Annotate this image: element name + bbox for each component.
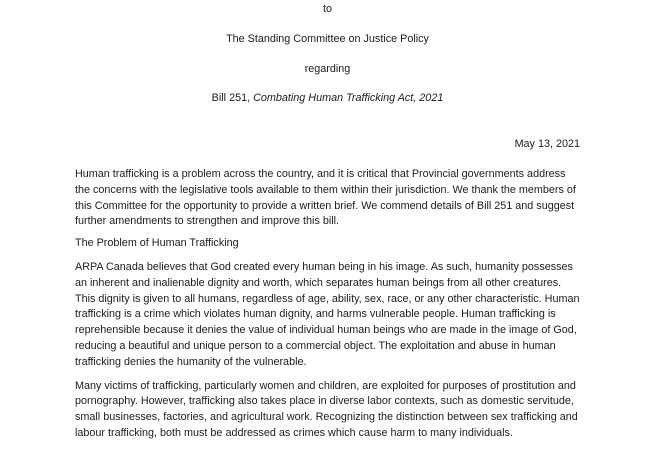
- bill-title-line: [75, 91, 580, 107]
- bill-act-title: Combating Human Trafficking Act, 2021: [253, 92, 444, 105]
- regarding-line: regarding: [304, 62, 351, 75]
- intro-paragraph: Human trafficking is a problem across the country, and it is critical that Provincial governments address the concerns with the legislative tools available to them within their jurisdiction. We thank the members of this Committee for the opportunity to provide a written brief. We commend details of Bill 251 and suggest further amendments to strengthen and improve this bill.: [75, 167, 576, 228]
- problem-paragraph-1: ARPA Canada believes that God created every human being in his image. As such, humanity possesses an inherent and inalienable dignity and worth, which separates human beings from all other creatures. This dignity is given to all humans, regardless of age, ability, sex, race, or any other characteristic. Human trafficking is a crime which violates human dignity, and harms vulnerable people. Human trafficking is reprehensible because it denies the value of individual human beings who are made in the image of God, reducing a beautiful and unique person to a commercial object. The exploitation and abuse in human trafficking denies the humanity of the vulnerable.: [75, 260, 580, 368]
- committee-name-line: The Standing Committee on Justice Policy: [226, 32, 429, 45]
- section-heading-problem-of-human-trafficking: The Problem of Human Trafficking: [75, 237, 239, 250]
- problem-paragraph-2: Many victims of trafficking, particularly women and children, are exploited for purposes of prostitution and pornography. However, trafficking also takes place in diverse labor contexts, such as domestic servitude, small businesses, factories, and agricultural work. Recognizing the distinction between sex trafficking and labour trafficking, both must be addressed as crimes which cause harm to many individuals.: [75, 379, 578, 439]
- document-date: May 13, 2021: [514, 138, 580, 151]
- addressee-line-to: to: [322, 3, 332, 15]
- bill-number: Bill 251,: [211, 92, 254, 105]
